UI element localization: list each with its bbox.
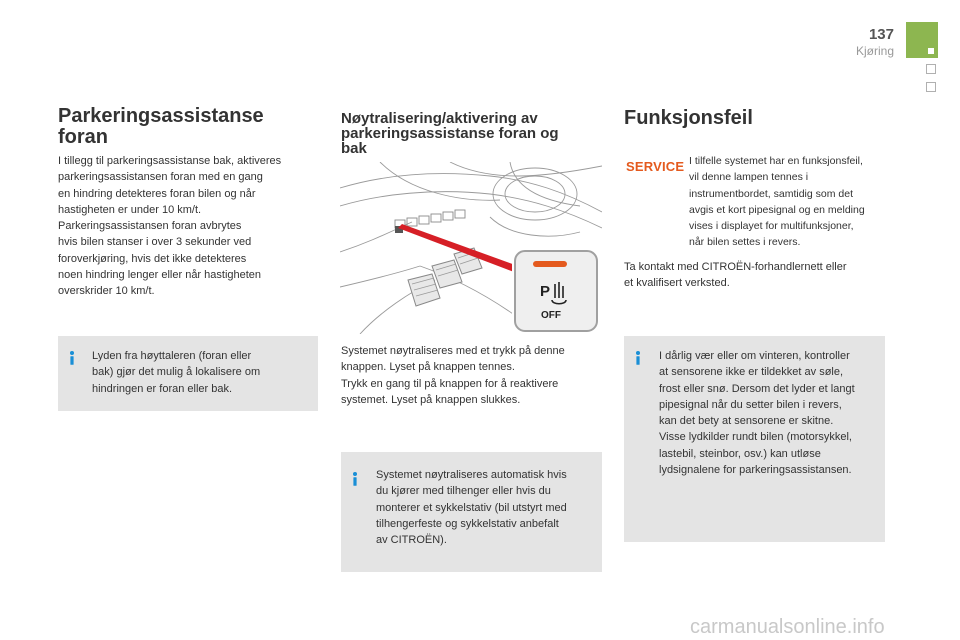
- text-line: når bilen settes i revers.: [689, 236, 801, 249]
- text-line: vil denne lampen tennes i: [689, 171, 809, 184]
- tab-marker-icon: [928, 48, 934, 54]
- col1-title-line: foran: [58, 126, 108, 148]
- col2-paragraph: [341, 343, 603, 408]
- text-line: overskrider 10 km/t.: [58, 285, 155, 298]
- info-icon: [64, 350, 80, 366]
- text-line: bak) gjør det mulig å lokalisere om: [92, 366, 261, 379]
- dashboard-illustration: [340, 162, 602, 334]
- text-line: foroverkjøring, hvis det ikke detekteres: [58, 252, 247, 265]
- col2-title-line: parkeringsassistanse foran og: [341, 125, 559, 142]
- text-line: I tilfelle systemet har en funksjonsfeil,: [689, 155, 863, 167]
- info-icon: [347, 471, 363, 487]
- text-line: parkeringsassistansen foran med en gang: [58, 171, 263, 184]
- text-line: lastebil, steinbor, osv.) kan utløse: [659, 447, 821, 460]
- button-p-label: P: [540, 283, 551, 300]
- col1-info-text: [92, 348, 312, 397]
- col2-info-box: [341, 452, 602, 572]
- text-line: avgis et kort pipesignal og en melding: [689, 203, 865, 216]
- text-line: lydsignalene for parkeringsassistansen.: [659, 464, 852, 477]
- nav-square-icon: [926, 82, 936, 92]
- text-line: et kvalifisert verksted.: [624, 277, 730, 290]
- col1-info-box: [58, 336, 318, 411]
- button-off-label: OFF: [541, 310, 561, 321]
- text-line: hvis bilen stanser i over 3 sekunder ved: [58, 236, 252, 249]
- text-line: Lyden fra høyttaleren (foran eller: [92, 350, 252, 362]
- text-line: vises i displayet for multifunksjoner,: [689, 220, 854, 233]
- text-line: knappen. Lyset på knappen tennes.: [341, 361, 515, 374]
- text-line: Visse lydkilder rundt bilen (motorsykkel,: [659, 431, 852, 444]
- page-number: 137: [868, 26, 894, 43]
- service-warning-icon: SERVICE: [626, 159, 685, 174]
- text-line: kan det bety at sensorene er skitne.: [659, 415, 834, 428]
- text-line: I tillegg til parkeringsassistanse bak, aktiveres: [58, 155, 282, 167]
- col2-title-line: Nøytralisering/aktivering av: [341, 110, 538, 127]
- section-name: Kjøring: [855, 44, 894, 58]
- col2-info-text: [376, 467, 598, 548]
- text-line: monterer et sykkelstativ (bil utstyrt med: [376, 501, 567, 514]
- col2-title: [341, 111, 603, 156]
- text-line: noen hindring lenger eller når hastigheten: [58, 269, 262, 282]
- col1-title-line: Parkeringsassistanse: [58, 105, 264, 127]
- text-line: hastigheten er under 10 km/t.: [58, 203, 202, 216]
- text-line: at sensorene ikke er tildekket av søle,: [659, 366, 844, 379]
- text-line: hindringen er foran eller bak.: [92, 382, 233, 395]
- text-line: frost eller snø. Dersom det lyder et langt: [659, 382, 855, 395]
- text-line: du kjører med tilhenger eller hvis du: [376, 485, 551, 498]
- text-line: systemet. Lyset på knappen slukkes.: [341, 393, 521, 406]
- nav-square-icon: [926, 64, 936, 74]
- text-line: I dårlig vær eller om vinteren, kontroller: [659, 350, 850, 362]
- watermark: carmanualsonline.info: [690, 616, 885, 638]
- dashboard-drawing: [340, 162, 602, 334]
- text-line: Trykk en gang til på knappen for å reaktivere: [341, 377, 559, 390]
- chapter-tab: [906, 22, 938, 58]
- text-line: Systemet nøytraliseres automatisk hvis: [376, 469, 567, 481]
- text-line: Parkeringsassistansen foran avbrytes: [58, 220, 242, 233]
- text-line: Ta kontakt med CITROËN-forhandlernett eller: [624, 261, 847, 273]
- col3-service-text: [689, 153, 889, 251]
- col3-title: [624, 108, 884, 129]
- col3-title-line: Funksjonsfeil: [624, 107, 753, 129]
- col3-info-text: [659, 348, 881, 478]
- text-line: en hindring detekteres foran bilen og når: [58, 187, 256, 200]
- text-line: tilhengerfeste og sykkelstativ anbefalt: [376, 517, 559, 530]
- col3-paragraph: [624, 259, 886, 292]
- text-line: Systemet nøytraliseres med et trykk på denne: [341, 345, 565, 357]
- col2-title-line: bak: [341, 140, 367, 157]
- col3-info-box: [624, 336, 885, 542]
- info-icon: [630, 350, 646, 366]
- col1-title: [58, 106, 318, 148]
- text-line: av CITROËN).: [376, 534, 447, 547]
- text-line: instrumentbordet, samtidig som det: [689, 187, 853, 200]
- text-line: pipesignal når du setter bilen i revers,: [659, 398, 842, 411]
- col1-paragraph: [58, 153, 318, 300]
